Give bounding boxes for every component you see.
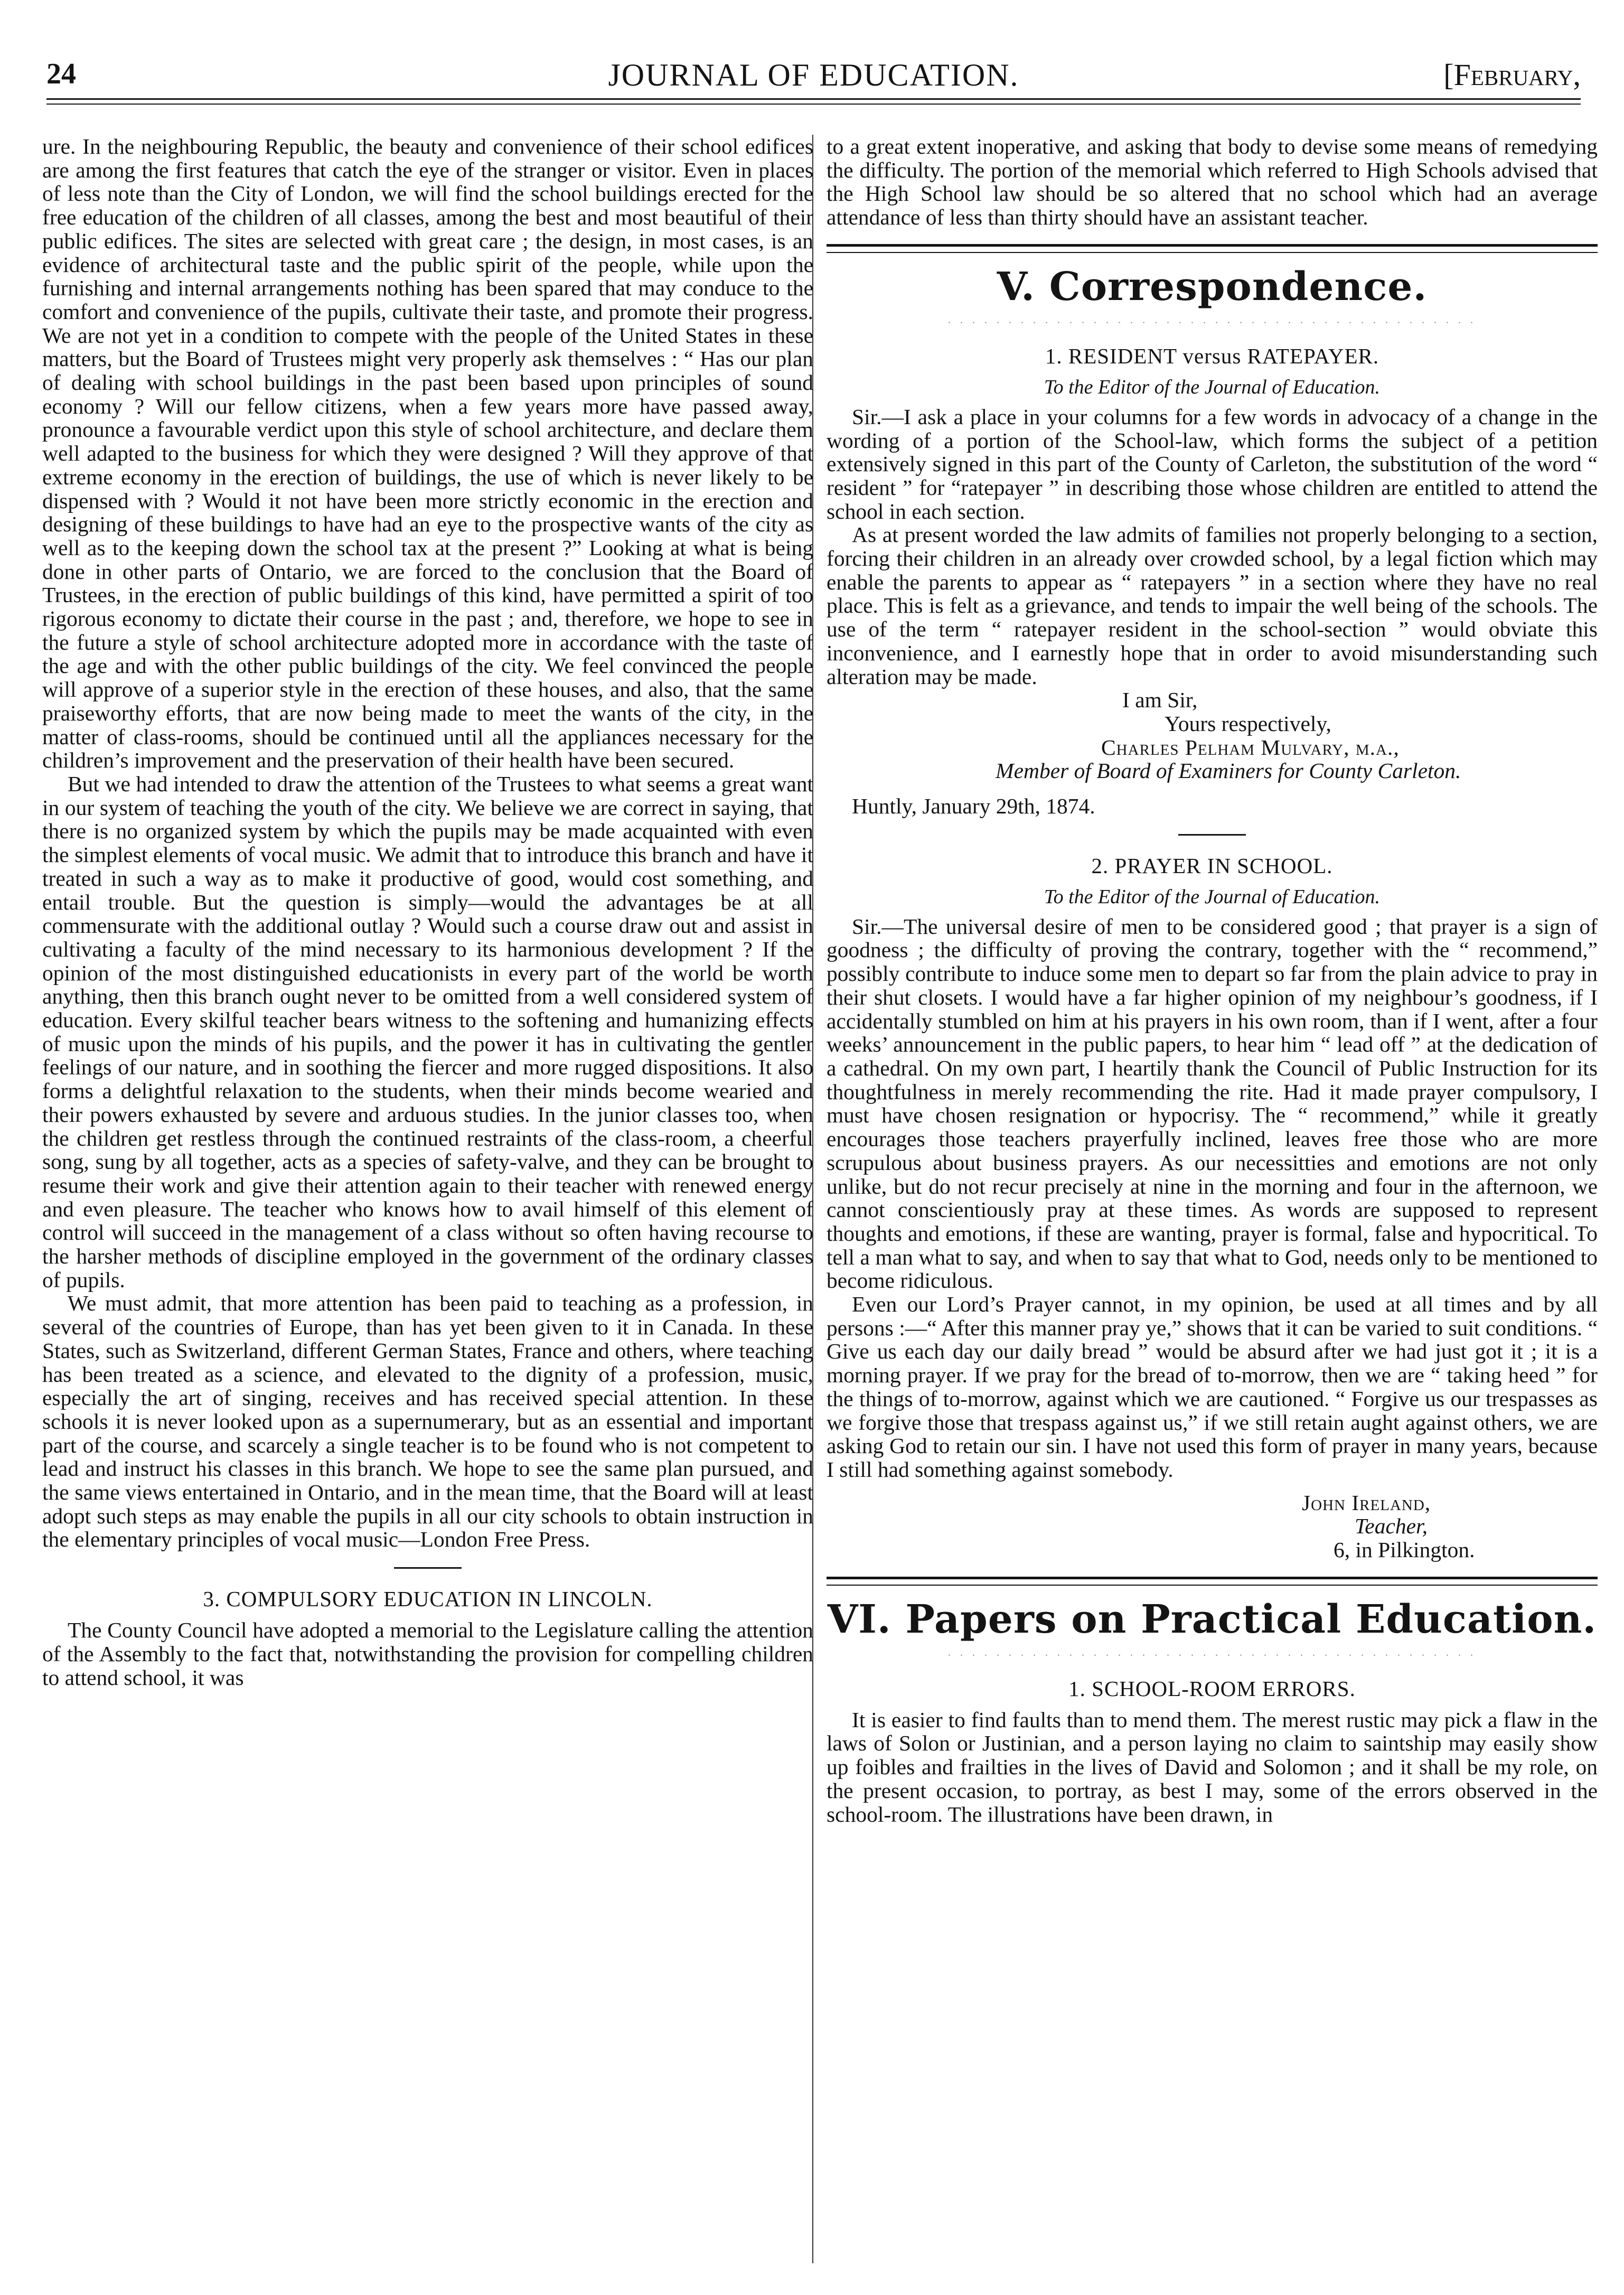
chapter-rule-thin [827, 1585, 1598, 1586]
letter-heading: 1. RESIDENT versus RATEPAYER. [1045, 343, 1379, 368]
letter-signature-title: Teacher, [1355, 1514, 1428, 1539]
letter-paragraph: Even our Lord’s Prayer cannot, in my opinion, be used at all times and by all persons :—“ After this manner pray ye,” shows that it can be varied to suit conditions. “ Give us each day our daily bread ” would be absurd after we had just got it ; it is a morning prayer. If we pray for the bread of to-morrow, then we are “ taking heed ” for the things of to-morrow, against which we are cautioned. “ Forgive us our trespasses as we forgive those that trespass against us,” if we still retain aught against others, we are asking God to retain our sin. I have not used this form of prayer in many years, because I still had something against somebody. [827, 1292, 1598, 1482]
letter-addressee: To the Editor of the Journal of Education. [1044, 885, 1381, 908]
section-rule [1178, 834, 1246, 836]
chapter-rule [827, 1577, 1598, 1579]
running-head [46, 57, 1581, 91]
letter-paragraph: As at present worded the law admits of families not properly belonging to a section, forcing their children in an already over crowded school, by a legal fiction which may enable the parents to appear as “ ratepayers ” in a section where they have no real place. This is felt as a grievance, and tends to impair the well being of the schools. The use of the term “ ratepayer resident in the school-section ” would obviate this inconvenience, and I earnestly hope that in order to avoid misunderstanding such alteration may be made. [827, 522, 1598, 689]
letter-paragraph: Sir.—The universal desire of men to be considered good ; that prayer is a sign of goodness ; the difficulty of proving the contrary, together with the “ recommend,” possibly contribute to induce some men to depart so far from the plain advice to pray in their shut closets. I would have a far higher opinion of my neighbour’s goodness, if I accidentally stumbled on him at his prayers in his own room, than if I went, after a four weeks’ announcement in the public papers, to hear him “ lead off ” at the dedication of a cathedral. On my own part, I heartily thank the Council of Public Instruction for its thoughtfulness in merely recommending the rite. Had it made prayer compulsory, I must have chosen resignation or hypocrisy. The “ recommend,” while it greatly encourages those teachers prayerfully inclined, leaves free those who are more scrupulous about business prayers. As our necessitties and emotions are not only unlike, but do not recur precisely at nine in the morning and four in the afternoon, we cannot conscientiously pray at these times. As words are supposed to represent thoughts and emotions, if these are wanting, prayer is formal, false and hypocritical. To tell a man what to say, and when to say that what to God, needs only to be mentioned to become ridiculous. [827, 914, 1598, 1293]
chapter-rule [827, 244, 1598, 247]
journal-title: JOURNAL OF EDUCATION. [608, 58, 1019, 92]
article-paragraph: to a great extent inoperative, and asking that body to devise some means of remedying the difficulty. The portion of the memorial which referred to High Schools advised that the High School law should be so altered that no school which had an average attendance of less than thirty should have an assistant teacher. [827, 135, 1598, 230]
header-rule-bottom [46, 104, 1581, 105]
letter-place-date: Huntly, January 29th, 1874. [852, 794, 1095, 819]
letter-closing: Yours respectively, [1165, 711, 1331, 736]
page-number: 24 [46, 58, 76, 90]
letter-paragraph: Sir.—I ask a place in your columns for a few words in advocacy of a change in the wording of a portion of the School-law, which forms the subject of a petition extensively signed in this part of the County of Carleton, the substitution of the word “ resident ” for “ratepayer ” in describing those whose children are entitled to attend the school in each section. [827, 404, 1598, 523]
header-rule-top [46, 98, 1581, 100]
letter-heading: 2. PRAYER IN SCHOOL. [1091, 853, 1333, 878]
article-paragraph: ure. In the neighbouring Republic, the beauty and convenience of their school edifices are among the first features that catch the eye of the stranger or visitor. Even in places of less note than the City of London, we will find the school buildings erected for the free education of the children of all classes, among the best and most beautiful of their public edifices. The sites are selected with great care ; the design, in most cases, is an evidence of architectural taste and the public spirit of the people, while upon the furnishing and internal arrangements nothing has been spared that may conduce to the comfort and convenience of the pupils, cultivate their taste, and promote their progress. We are not yet in a condition to compete with the people of the United States in these matters, but the Board of Trustees might very properly ask themselves : “ Has our plan of dealing with school buildings in the past been based upon principles of sound economy ? Will our fellow citizens, when a few years more have passed away, pronounce a favourable verdict upon this style of school architecture, and declare them well adapted to the business for which they were designed ? Will they approve of that extreme economy in the erection of buildings, the use of which is never likely to be dispensed with ? Would it not have been more strictly economic in the erection and designing of these buildings to have had an eye to the prospective wants of the city as well as to the keeping down the school tax at the present ?” Looking at what is being done in other parts of Ontario, we are forced to the conclusion that the Board of Trustees, in the erection of public buildings of this kind, have permitted a spirit of too rigorous economy to dictate their course in the past ; and, therefore, we hope to see in the future a style of school architecture adopted more in accordance with the taste of the age and with the other public buildings of the city. We feel convinced the people will approve of a superior style in the erection of these houses, and also, that the same praiseworthy efforts, that are now being made to meet the wants of the city, in the matter of class-rooms, should be continued until all the appliances necessary for the children’s improvement and the preservation of their health have been secured. [42, 135, 813, 773]
letter-addressee: To the Editor of the Journal of Education. [1044, 376, 1381, 398]
section-heading: 3. COMPULSORY EDUCATION IN LINCOLN. [203, 1587, 653, 1612]
letter-address: 6, in Pilkington. [1334, 1538, 1475, 1562]
article-paragraph: But we had intended to draw the attention of the Trustees to what seems a great want in our system of teaching the youth of the city. We believe we are correct in saying, that there is no organized system by which the pupils may be made acquainted with even the simplest elements of vocal music. We admit that to introduce this branch and have it treated in such a way as to make it productive of good, would cost something, and entail trouble. But the question is simply—would the advantages be at all commensurate with the additional outlay ? Would such a course draw out and assist in cultivating a faculty of the mind necessary to its harmonious development ? If the opinion of the most distinguished educationists in every part of the world be worth anything, then this branch ought never to be omitted from a well considered system of education. Every skilful teacher bears witness to the softening and humanizing effects of music upon the minds of his pupils, and the power it has in cultivating the gentler feelings of our nature, and in soothing the fiercer and more rugged dispositions. It also forms a delightful relaxation to the students, when their minds become wearied and their powers exhausted by severe and arduous studies. In the junior classes too, when the children get restless through the continued restraints of the class-room, a cheerful song, sung by all together, acts as a species of safety-valve, and they can be brought to resume their work and give their attention again to their teacher with renewed energy and even pleasure. The teacher who knows how to avail himself of this element of control will succeed in the management of a class without so often having recourse to the harsher methods of discipline employed in the government of the ordinary classes of pupils. [42, 771, 813, 1292]
dotted-ornament: . . . . . . . . . . . . . . . . . . . . . . . . . . . . . . . . . . . . . . . . . . . . [947, 1645, 1477, 1659]
letter-closing: I am Sir, [1122, 688, 1198, 713]
article-paragraph: The County Council have adopted a memorial to the Legislature calling the attention of the Assembly to the fact that, notwithstanding the provision for compelling children to attend school, it was [42, 1618, 813, 1690]
chapter-rule-thin [827, 252, 1598, 253]
letter-signature-title: Member of Board of Examiners for County Carleton. [996, 758, 1461, 783]
issue-month: [February, [1443, 58, 1581, 92]
chapter-heading: V. Correspondence. [997, 264, 1428, 310]
right-column [827, 135, 1598, 2263]
chapter-heading: VI. Papers on Practical Education. [827, 1596, 1597, 1642]
article-paragraph: We must admit, that more attention has been paid to teaching as a profession, in several of the countries of Europe, than has yet been given to it in Canada. In these States, such as Switzerland, different German States, France and others, where teaching has been treated as a science, and elevated to the dignity of a profession, music, especially the art of singing, receives and has received special attention. In these schools it is never looked upon as a supernumerary, but as an essential and important part of the course, and scarcely a single teacher is to be found who is not competent to lead and instruct his classes in this branch. We hope to see the same plan pursued, and the same views entertained in Ontario, and in the mean time, that the Board will at least adopt such steps as may enable the pupils in all our city schools to obtain instruction in the elementary principles of vocal music—London Free Press. [42, 1291, 813, 1552]
letter-signature: Charles Pelham Mulvary, m.a., [1101, 735, 1400, 760]
section-heading: 1. SCHOOL-ROOM ERRORS. [1068, 1676, 1356, 1701]
letter-signature: John Ireland, [1302, 1490, 1431, 1515]
section-rule [394, 1567, 462, 1569]
article-paragraph: It is easier to find faults than to mend them. The merest rustic may pick a flaw in the laws of Solon or Justinian, and a person laying no claim to saintship may easily show up foibles and frailties in the lives of David and Solomon ; and it shall be my role, on the present occasion, to portray, as best I may, some of the errors observed in the school-room. The illustrations have been drawn, in [827, 1707, 1598, 1826]
dotted-ornament: . . . . . . . . . . . . . . . . . . . . . . . . . . . . . . . . . . . . . . . . . . . . [947, 313, 1477, 326]
left-column [42, 135, 813, 2263]
